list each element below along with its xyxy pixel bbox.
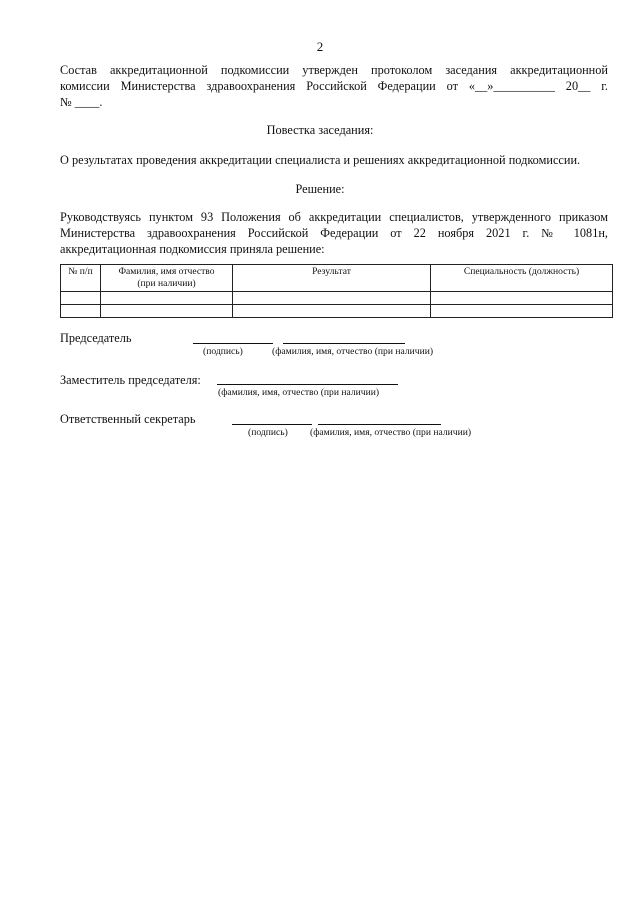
chairman-name-caption: (фамилия, имя, отчество (при наличии) [272,346,434,357]
header-name-line-2: (при наличии) [137,278,196,289]
deputy-name-caption: (фамилия, имя, отчество (при наличии) [218,387,380,398]
secretary-label: Ответственный секретарь [60,412,196,426]
decision-line-3: аккредитационная подкомиссия приняла решение: [60,242,325,256]
table-cell [101,292,233,305]
chairman-signature-caption: (подпись) [203,346,243,357]
table-cell [233,305,431,318]
table-cell [101,305,233,318]
secretary-signature-line[interactable] [232,424,312,425]
secretary-signature-caption: (подпись) [248,427,288,438]
header-full-name [101,265,233,292]
secretary-name-line[interactable] [318,424,441,425]
table-cell [61,292,101,305]
decision-heading: Решение: [295,182,345,196]
table-cell [431,305,613,318]
chairman-name-line[interactable] [283,343,405,344]
results-table [60,264,613,318]
deputy-name-line[interactable] [217,384,398,385]
intro-line-1: Состав аккредитационной подкомиссии утвержден протоколом заседания аккредитационной [60,63,608,77]
header-specialty: Специальность (должность) [431,265,613,292]
table-cell [61,305,101,318]
secretary-name-caption: (фамилия, имя, отчество (при наличии) [310,427,472,438]
intro-line-2: комиссии Министерства здравоохранения Российской Федерации от «__»__________ 20__ г. [60,79,608,93]
chairman-label: Председатель [60,331,132,345]
decision-line-1: Руководствуясь пунктом 93 Положения об аккредитации специалистов, утвержденного приказом [60,210,608,224]
table-header-row [61,265,613,292]
deputy-label: Заместитель председателя: [60,373,201,387]
header-result: Результат [233,265,431,292]
table-row [61,305,613,318]
header-name-line-1: Фамилия, имя отчество [118,266,215,277]
header-number: № п/п [61,265,101,292]
page-number: 2 [316,39,324,54]
intro-line-3: № ____. [60,95,103,109]
table-cell [431,292,613,305]
decision-line-2: Министерства здравоохранения Российской Федерации от 22 ноября 2021 г. № 1081н, [60,226,608,240]
chairman-signature-line[interactable] [193,343,273,344]
table-row [61,292,613,305]
agenda-text: О результатах проведения аккредитации специалиста и решениях аккредитационной подкомиссии. [60,153,581,167]
table-cell [233,292,431,305]
agenda-heading: Повестка заседания: [266,123,374,137]
